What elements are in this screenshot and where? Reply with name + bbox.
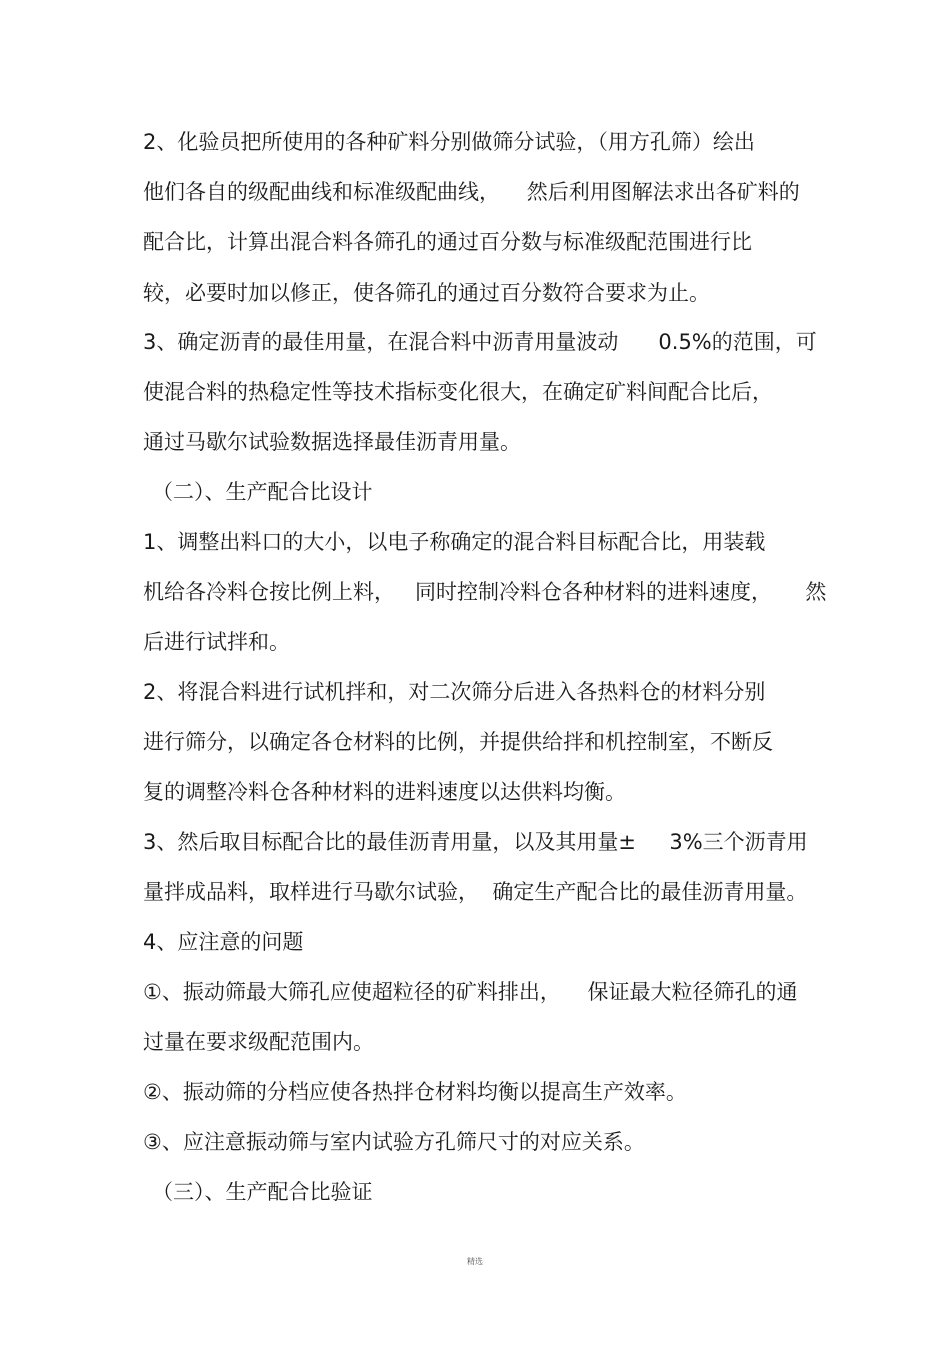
text-line: 2、将混合料进行试机拌和，对二次筛分后进入各热料仓的材料分别 <box>143 680 766 704</box>
text-line: 他们各自的级配曲线和标准级配曲线， 然后利用图解法求出各矿料的 <box>143 180 800 204</box>
text-line: 后进行试拌和。 <box>143 630 290 654</box>
text-line: 较，必要时加以修正，使各筛孔的通过百分数符合要求为止。 <box>143 281 710 305</box>
text-line: 1、调整出料口的大小，以电子称确定的混合料目标配合比，用装载 <box>143 530 766 554</box>
text-line: 通过马歇尔试验数据选择最佳沥青用量。 <box>143 430 521 454</box>
text-line: ②、振动筛的分档应使各热拌仓材料均衡以提高生产效率。 <box>143 1080 687 1104</box>
text-line: ①、振动筛最大筛孔应使超粒径的矿料排出， 保证最大粒径筛孔的通 <box>143 980 798 1004</box>
text-line: 配合比，计算出混合料各筛孔的通过百分数与标准级配范围进行比 <box>143 230 752 254</box>
text-line: 使混合料的热稳定性等技术指标变化很大，在确定矿料间配合比后， <box>143 380 773 404</box>
text-line: 过量在要求级配范围内。 <box>143 1030 374 1054</box>
text-line: 3、然后取目标配合比的最佳沥青用量，以及其用量± 3%三个沥青用 <box>143 830 808 854</box>
text-line: ③、应注意振动筛与室内试验方孔筛尺寸的对应关系。 <box>143 1130 645 1154</box>
text-line: 复的调整冷料仓各种材料的进料速度以达供料均衡。 <box>143 780 626 804</box>
page-footer: 精选 <box>467 1257 483 1266</box>
text-line: 2、化验员把所使用的各种矿料分别做筛分试验，（用方孔筛）绘出 <box>143 130 755 154</box>
text-line: 量拌成品料，取样进行马歇尔试验， 确定生产配合比的最佳沥青用量。 <box>143 880 808 904</box>
text-line: 进行筛分，以确定各仓材料的比例，并提供给拌和机控制室，不断反 <box>143 730 773 754</box>
text-line: 4、应注意的问题 <box>143 930 304 954</box>
section-heading: （三）、生产配合比验证 <box>152 1180 373 1204</box>
text-line: 3、确定沥青的最佳用量，在混合料中沥青用量波动 0.5%的范围，可 <box>143 330 817 354</box>
text-line: 机给各冷料仓按比例上料， 同时控制冷料仓各种材料的进料速度， 然 <box>143 580 827 604</box>
section-heading: （二）、生产配合比设计 <box>152 480 373 504</box>
